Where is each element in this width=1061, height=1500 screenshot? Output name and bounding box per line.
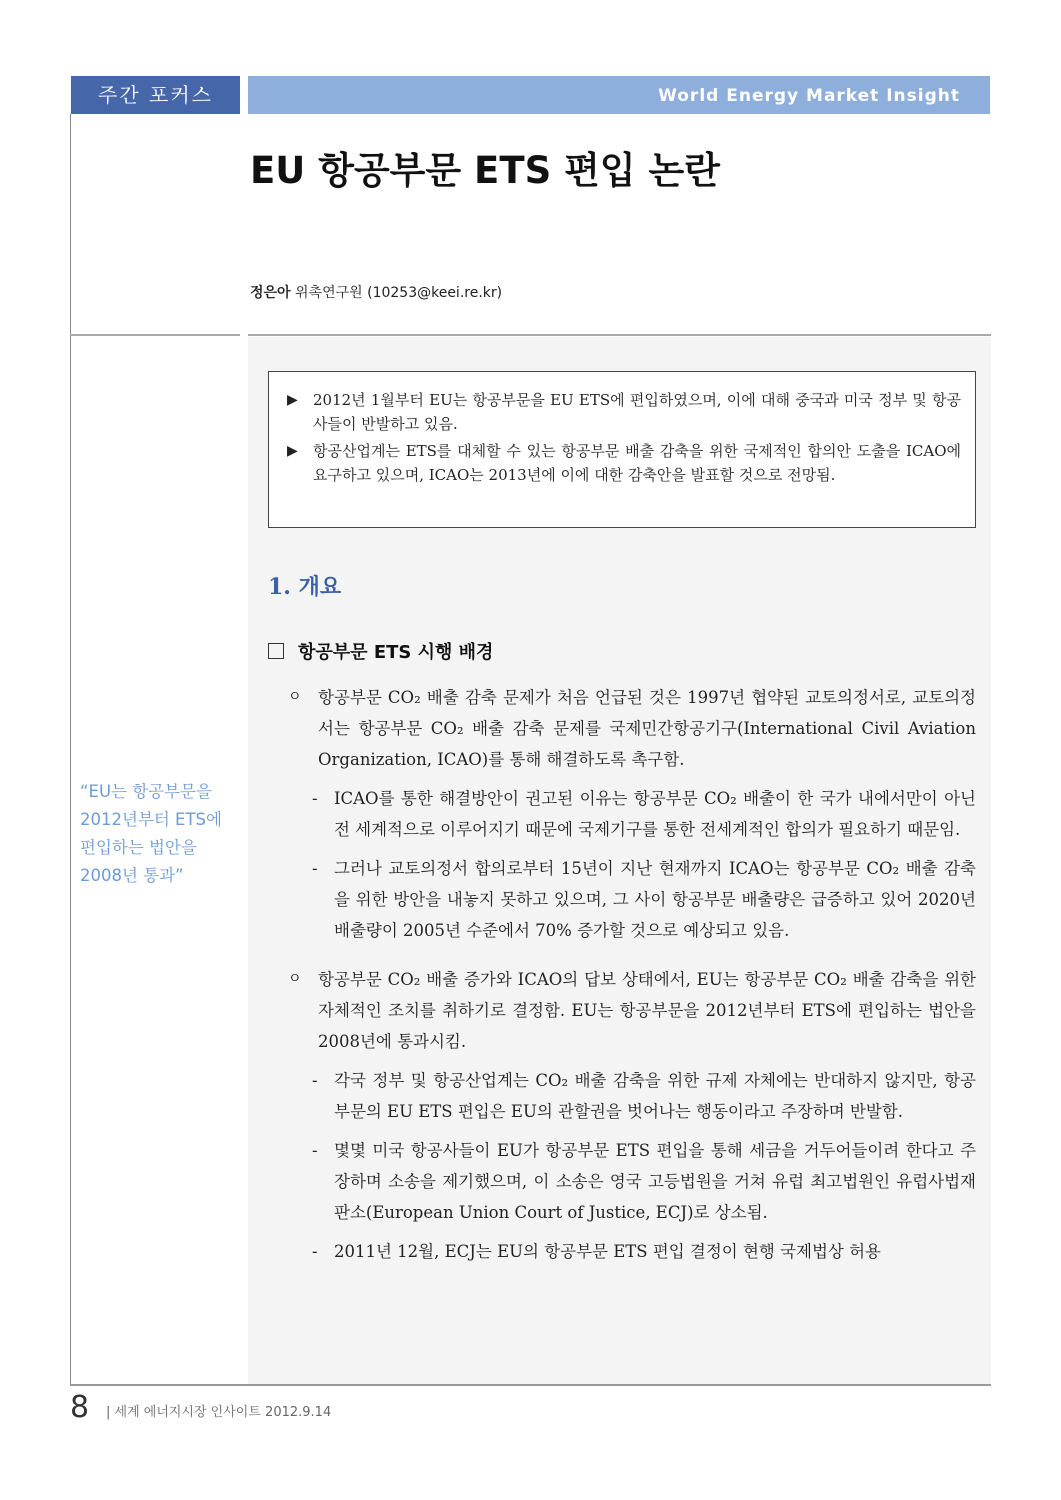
summary-text: 2012년 1월부터 EU는 항공부문을 EU ETS에 편입하였으며, 이에 대해 중국과 미국 정부 및 항공사들이 반발하고 있음. [313,391,961,433]
pull-quote: “EU는 항공부문을 2012년부터 ETS에 편입하는 법안을 2008년 통과” [80,782,222,885]
dash-bullet: - [312,1071,318,1090]
section-label: 주간 포커스 [71,76,240,114]
author-name: 정은아 [250,285,291,301]
author-info: 위촉연구원 (10253@keei.re.kr) [295,285,503,301]
article-body [288,682,976,1275]
dash-text: 그러나 교토의정서 합의로부터 15년이 지난 현재까지 ICAO는 항공부문 CO₂ 배출 감축을 위한 방안을 내놓지 못하고 있으며, 그 사이 항공부문 배출량은 급증하고 있어 2020년 배출량이 2005년 수준에서 70% 증가할 것으로 예상되고 있음. [334,859,976,940]
article-title: EU 항공부문 ETS 편입 논란 [250,149,720,192]
section-heading: 1. 개요 [268,574,342,600]
dash-bullet: - [312,1242,318,1261]
subheading [268,638,493,664]
summary-item [287,439,961,487]
dash-bullet: - [312,1141,318,1160]
summary-text: 항공산업계는 ETS를 대체할 수 있는 항공부문 배출 감축을 위한 국제적인 합의안 도출을 ICAO에 요구하고 있으며, ICAO는 2013년에 이에 대한 감축안을 발표할 것으로 전망됨. [313,442,961,484]
paragraph [288,682,976,775]
dash-text: 몇몇 미국 항공사들이 EU가 항공부문 ETS 편입을 통해 세금을 거두어들이려 한다고 주장하며 소송을 제기했으며, 이 소송은 영국 고등법원을 거쳐 유럽 최고법원인 유럽사법재판소(European Union Court of Justice, ECJ)로 상소됨. [334,1141,976,1222]
circle-bullet-icon: ㅇ [288,971,302,987]
paragraph [288,964,976,1057]
sidebar-divider [70,334,240,336]
footer-rule [70,1384,991,1386]
triangle-bullet-icon: ▶ [287,392,298,408]
checkbox-bullet-icon [268,643,284,659]
summary-item [287,388,961,436]
content-divider [248,334,991,336]
dash-text: 2011년 12월, ECJ는 EU의 항공부문 ETS 편입 결정이 현행 국제법상 허용 [334,1242,881,1261]
dash-bullet: - [312,789,318,808]
author-line [250,282,502,302]
dash-text: ICAO를 통한 해결방안이 권고된 이유는 항공부문 CO₂ 배출이 한 국가 내에서만이 아닌 전 세계적으로 이루어지기 때문에 국제기구를 통한 전세계적인 합의가 필요하기 때문임. [334,789,976,839]
circle-bullet-icon: ㅇ [288,689,302,705]
dash-item [312,1236,976,1267]
dash-item [312,1065,976,1127]
series-label: World Energy Market Insight [248,76,990,114]
paragraph-text: 항공부문 CO₂ 배출 감축 문제가 처음 언급된 것은 1997년 협약된 교토의정서로, 교토의정서는 항공부문 CO₂ 배출 감축 문제를 국제민간항공기구(International Civil Aviation Organization, ICAO)를 통해 해결하도록 촉구함. [318,688,976,769]
dash-bullet: - [312,859,318,878]
publication-footer: | 세계 에너지시장 인사이트 2012.9.14 [106,1405,332,1420]
dash-item [312,783,976,845]
dash-item [312,1135,976,1228]
subheading-text: 항공부문 ETS 시행 배경 [298,642,494,663]
triangle-bullet-icon: ▶ [287,443,298,459]
dash-item [312,853,976,946]
page-number: 8 [70,1390,90,1425]
paragraph-text: 항공부문 CO₂ 배출 증가와 ICAO의 답보 상태에서, EU는 항공부문 CO₂ 배출 감축을 위한 자체적인 조치를 취하기로 결정함. EU는 항공부문을 2012년부터 ETS에 편입하는 법안을 2008년에 통과시킴. [318,970,976,1051]
left-margin-rule [70,114,71,1386]
summary-box [268,371,976,528]
dash-text: 각국 정부 및 항공산업계는 CO₂ 배출 감축을 위한 규제 자체에는 반대하지 않지만, 항공부문의 EU ETS 편입은 EU의 관할권을 벗어나는 행동이라고 주장하며 반발함. [334,1071,976,1121]
